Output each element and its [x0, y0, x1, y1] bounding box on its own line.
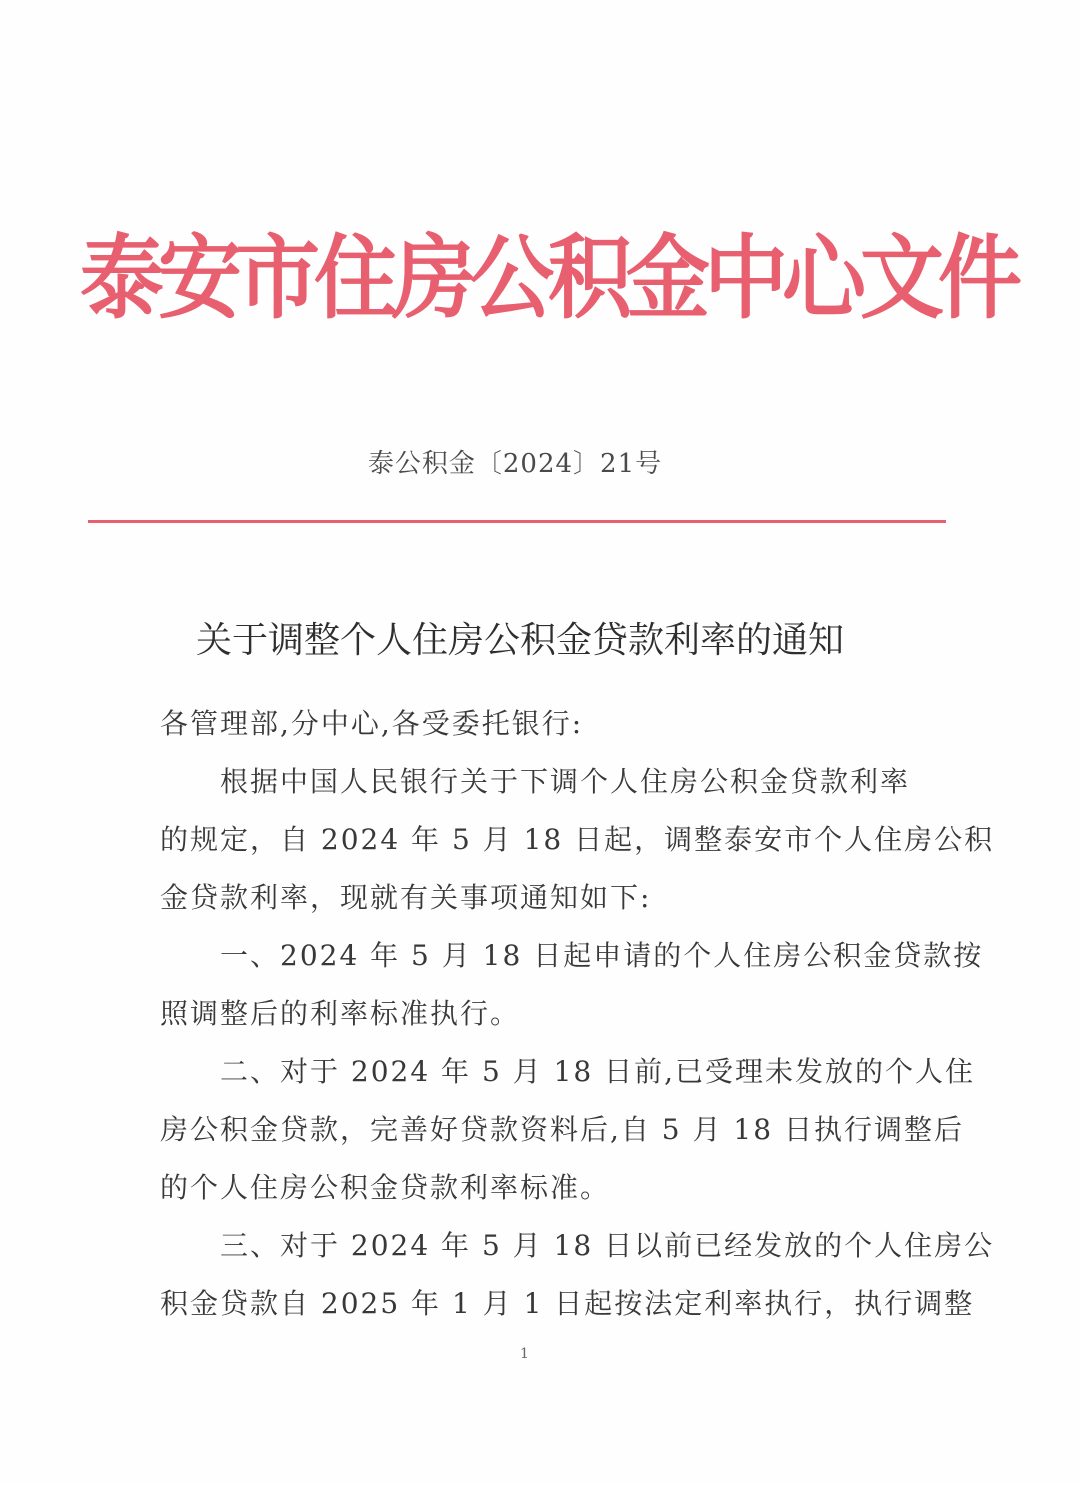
body-line: 的个人住房公积金贷款利率标准。 — [160, 1171, 611, 1204]
body-line: 积金贷款自 2025 年 1 月 1 日起按法定利率执行，执行调整 — [160, 1287, 975, 1320]
body-line: 根据中国人民银行关于下调个人住房公积金贷款利率 — [160, 765, 911, 798]
document-number: 泰公积金〔2024〕21号 — [367, 449, 663, 479]
red-divider-line — [88, 520, 946, 523]
notice-title: 关于调整个人住房公积金贷款利率的通知 — [195, 620, 844, 661]
page-number: 1 — [520, 1346, 529, 1362]
document-header-title: 泰安市住房公积金中心文件 — [80, 225, 1017, 331]
body-line: 房公积金贷款，完善好贷款资料后,自 5 月 18 日执行调整后 — [160, 1113, 964, 1146]
body-line: 三、对于 2024 年 5 月 18 日以前已经发放的个人住房公 — [160, 1229, 995, 1262]
body-line: 金贷款利率，现就有关事项通知如下: — [160, 881, 652, 914]
body-line: 照调整后的利率标准执行。 — [160, 997, 521, 1030]
body-line: 的规定，自 2024 年 5 月 18 日起，调整泰安市个人住房公积 — [160, 823, 995, 856]
body-line: 二、对于 2024 年 5 月 18 日前,已受理未发放的个人住 — [160, 1055, 976, 1088]
body-line: 一、2024 年 5 月 18 日起申请的个人住房公积金贷款按 — [160, 939, 984, 972]
recipients-line: 各管理部,分中心,各受委托银行: — [160, 707, 584, 740]
